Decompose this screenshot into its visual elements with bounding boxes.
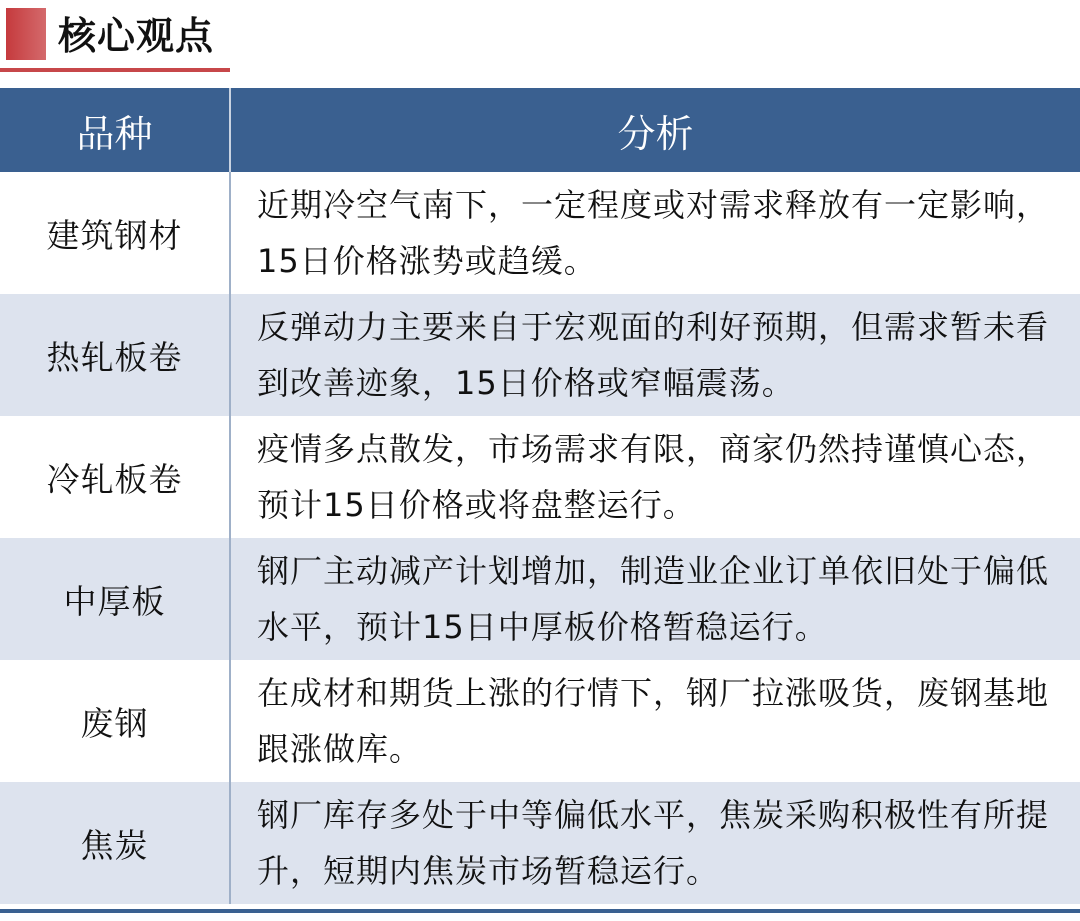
column-header-variety: 品种: [0, 88, 230, 172]
analysis-table: [0, 88, 1080, 904]
section-title: 核心观点: [58, 14, 215, 58]
column-header-analysis: 分析: [230, 88, 1080, 172]
table-bottom-border: [0, 909, 1080, 913]
analysis-cell: 反弹动力主要来自于宏观面的利好预期，但需求暂未看到改善迹象，15日价格或窄幅震荡。: [230, 294, 1080, 416]
variety-cell: 焦炭: [0, 782, 230, 904]
table-row: [0, 538, 1080, 660]
table-row: [0, 416, 1080, 538]
variety-cell: 中厚板: [0, 538, 230, 660]
variety-cell: 建筑钢材: [0, 172, 230, 294]
header-underline: [0, 68, 230, 72]
table-row: [0, 782, 1080, 904]
variety-cell: 冷轧板卷: [0, 416, 230, 538]
analysis-cell: 在成材和期货上涨的行情下，钢厂拉涨吸货，废钢基地跟涨做库。: [230, 660, 1080, 782]
table-header-row: [0, 88, 1080, 172]
analysis-cell: 钢厂库存多处于中等偏低水平，焦炭采购积极性有所提升，短期内焦炭市场暂稳运行。: [230, 782, 1080, 904]
header-accent-block: [6, 8, 46, 60]
table-row: [0, 660, 1080, 782]
table-row: [0, 172, 1080, 294]
variety-cell: 热轧板卷: [0, 294, 230, 416]
analysis-cell: 疫情多点散发，市场需求有限，商家仍然持谨慎心态，预计15日价格或将盘整运行。: [230, 416, 1080, 538]
table-row: [0, 294, 1080, 416]
analysis-cell: 钢厂主动减产计划增加，制造业企业订单依旧处于偏低水平，预计15日中厚板价格暂稳运行。: [230, 538, 1080, 660]
section-header: [0, 0, 1080, 80]
analysis-cell: 近期冷空气南下，一定程度或对需求释放有一定影响，15日价格涨势或趋缓。: [230, 172, 1080, 294]
variety-cell: 废钢: [0, 660, 230, 782]
